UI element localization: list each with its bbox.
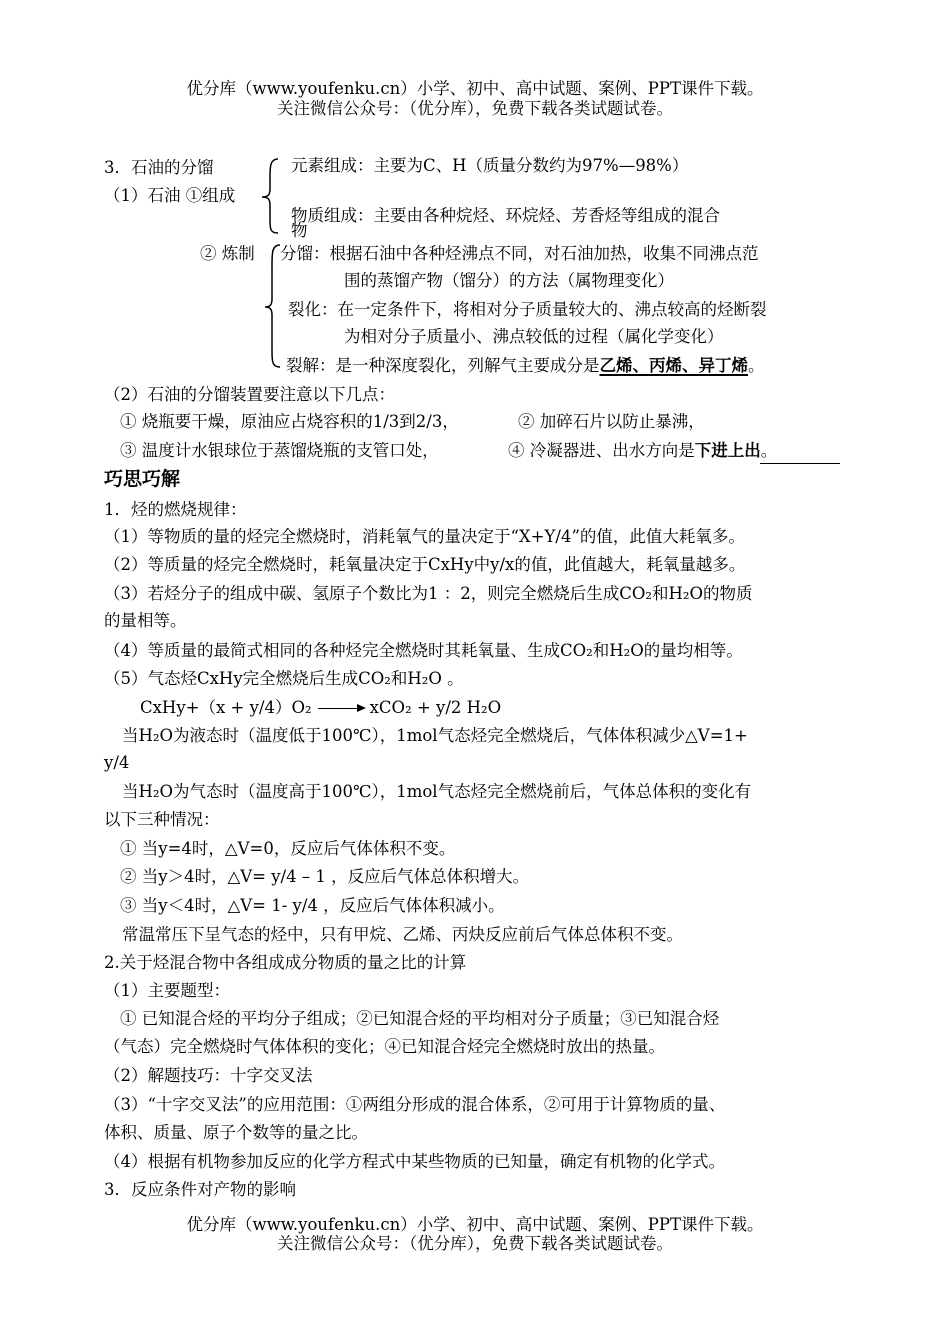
section-title: 巧思巧解 xyxy=(104,468,181,490)
combustion-rule-1: （1）等物质的量的烃完全燃烧时，消耗氧气的量决定于“X+Y/4”的值，此值大耗氧多。 xyxy=(104,527,745,546)
mixture-type-line-1: ① 已知混合烃的平均分子组成；②已知混合烃的平均相对分子质量；③已知混合烃 xyxy=(120,1009,720,1028)
gaseous-water-line-1: 当H₂O为气态时（温度高于100℃），1mol气态烃完全燃烧前后，气体总体积的变化有 xyxy=(122,782,752,801)
formula-determination: （4）根据有机物参加反应的化学方程式中某些物质的已知量，确定有机物的化学式。 xyxy=(104,1152,725,1171)
apparatus-note-4: ④ 冷凝器进、出水方向是下进上出。 xyxy=(508,441,778,460)
combustion-equation: CxHy+（x + y/4）O₂ xCO₂ + y/2 H₂O xyxy=(140,698,502,717)
gaseous-water-line-2: 以下三种情况： xyxy=(104,810,220,829)
cross-method-line-1: （3）“十字交叉法”的应用范围：①两组分形成的混合体系，②可用于计算物质的量、 xyxy=(104,1095,726,1114)
combustion-title: 1．烃的燃烧规律： xyxy=(104,500,247,519)
reaction-arrow-icon xyxy=(318,708,364,709)
mixture-title: 2.关于烃混合物中各组成成分物质的量之比的计算 xyxy=(104,953,467,972)
underline-rule xyxy=(760,463,840,464)
apparatus-note-3: ③ 温度计水银球位于蒸馏烧瓶的支管口处， xyxy=(120,441,439,460)
mixture-type-title: （1）主要题型： xyxy=(104,981,230,1000)
case-2: ② 当y＞4时，△V= y/4 – 1 ，反应后气体总体积增大。 xyxy=(120,867,530,886)
header-line-2: 关注微信公众号：（优分库），免费下载各类试题试卷。 xyxy=(277,99,673,118)
substance-composition-cut: 物 xyxy=(291,221,308,240)
liquid-water-line-2: y/4 xyxy=(104,753,130,772)
combustion-rule-4: （4）等质量的最简式相同的各种烃完全燃烧时其耗氧量、生成CO₂和H₂O的量均相等。 xyxy=(104,641,743,660)
mixture-type-line-2: （气态）完全燃烧时气体体积的变化；④已知混合烃完全燃烧时放出的热量。 xyxy=(104,1037,665,1056)
header-line-1: 优分库（www.youfenku.cn）小学、初中、高中试题、案例、PPT课件下载。 xyxy=(186,79,764,98)
cracking-line-1: 裂化：在一定条件下，将相对分子质量较大的、沸点较高的烃断裂 xyxy=(288,300,767,319)
apparatus-notes-title: （2）石油的分馏装置要注意以下几点： xyxy=(104,385,395,404)
element-composition: 元素组成：主要为C、H（质量分数约为97%—98%） xyxy=(291,156,689,175)
apparatus-note-2: ② 加碎石片以防止暴沸， xyxy=(518,412,705,431)
pyrolysis-products: 乙烯、丙烯、异丁烯 xyxy=(599,356,748,375)
liquid-water-line-1: 当H₂O为液态时（温度低于100℃），1mol气态烃完全燃烧后，气体体积减少△V=1+ xyxy=(122,726,748,745)
combustion-rule-5: （5）气态烃CxHy完全燃烧后生成CO₂和H₂O 。 xyxy=(104,669,464,688)
conditions-title: 3．反应条件对产物的影响 xyxy=(104,1180,296,1199)
petroleum-title: 3．石油的分馏 xyxy=(104,158,214,177)
substance-composition: 物质组成：主要由各种烷烃、环烷烃、芳香烃等组成的混合 xyxy=(291,206,720,225)
case-3: ③ 当y＜4时，△V= 1- y/4 ，反应后气体体积减小。 xyxy=(120,896,505,915)
apparatus-note-1: ① 烧瓶要干燥，原油应占烧容积的1/3到2/3， xyxy=(120,412,459,431)
case-note: 常温常压下呈气态的烃中，只有甲烷、乙烯、丙炔反应前后气体总体积不变。 xyxy=(122,925,683,944)
combustion-rule-2: （2）等质量的烃完全燃烧时，耗氧量决定于CxHy中y/x的值，此值越大，耗氧量越多。 xyxy=(104,555,746,574)
substance-composition-box xyxy=(291,205,831,240)
fractionation-line-2: 围的蒸馏产物（馏分）的方法（属物理变化） xyxy=(344,271,674,290)
fractionation-line-1: 分馏：根据石油中各种烃沸点不同，对石油加热，收集不同沸点范 xyxy=(280,244,759,263)
footer-line-2: 关注微信公众号：（优分库），免费下载各类试题试卷。 xyxy=(277,1234,673,1253)
case-1: ① 当y=4时，△V=0，反应后气体体积不变。 xyxy=(120,839,456,858)
composition-brace xyxy=(256,157,286,235)
petroleum-composition-label: （1）石油 ①组成 xyxy=(104,186,236,205)
refining-label: ② 炼制 xyxy=(200,244,255,263)
footer-line-1: 优分库（www.youfenku.cn）小学、初中、高中试题、案例、PPT课件下载。 xyxy=(186,1215,764,1234)
mixture-technique: （2）解题技巧：十字交叉法 xyxy=(104,1066,313,1085)
cracking-line-2: 为相对分子质量小、沸点较低的过程（属化学变化） xyxy=(344,327,724,346)
pyrolysis-line: 裂解：是一种深度裂化，列解气主要成分是乙烯、丙烯、异丁烯。 xyxy=(286,356,765,375)
combustion-rule-3b: 的量相等。 xyxy=(104,611,187,630)
cross-method-line-2: 体积、质量、原子个数等的量之比。 xyxy=(104,1123,368,1142)
combustion-rule-3a: （3）若烃分子的组成中碳、氢原子个数比为1 ：2，则完全燃烧后生成CO₂和H₂O的物质 xyxy=(104,584,753,603)
water-direction: 下进上出 xyxy=(694,441,761,460)
